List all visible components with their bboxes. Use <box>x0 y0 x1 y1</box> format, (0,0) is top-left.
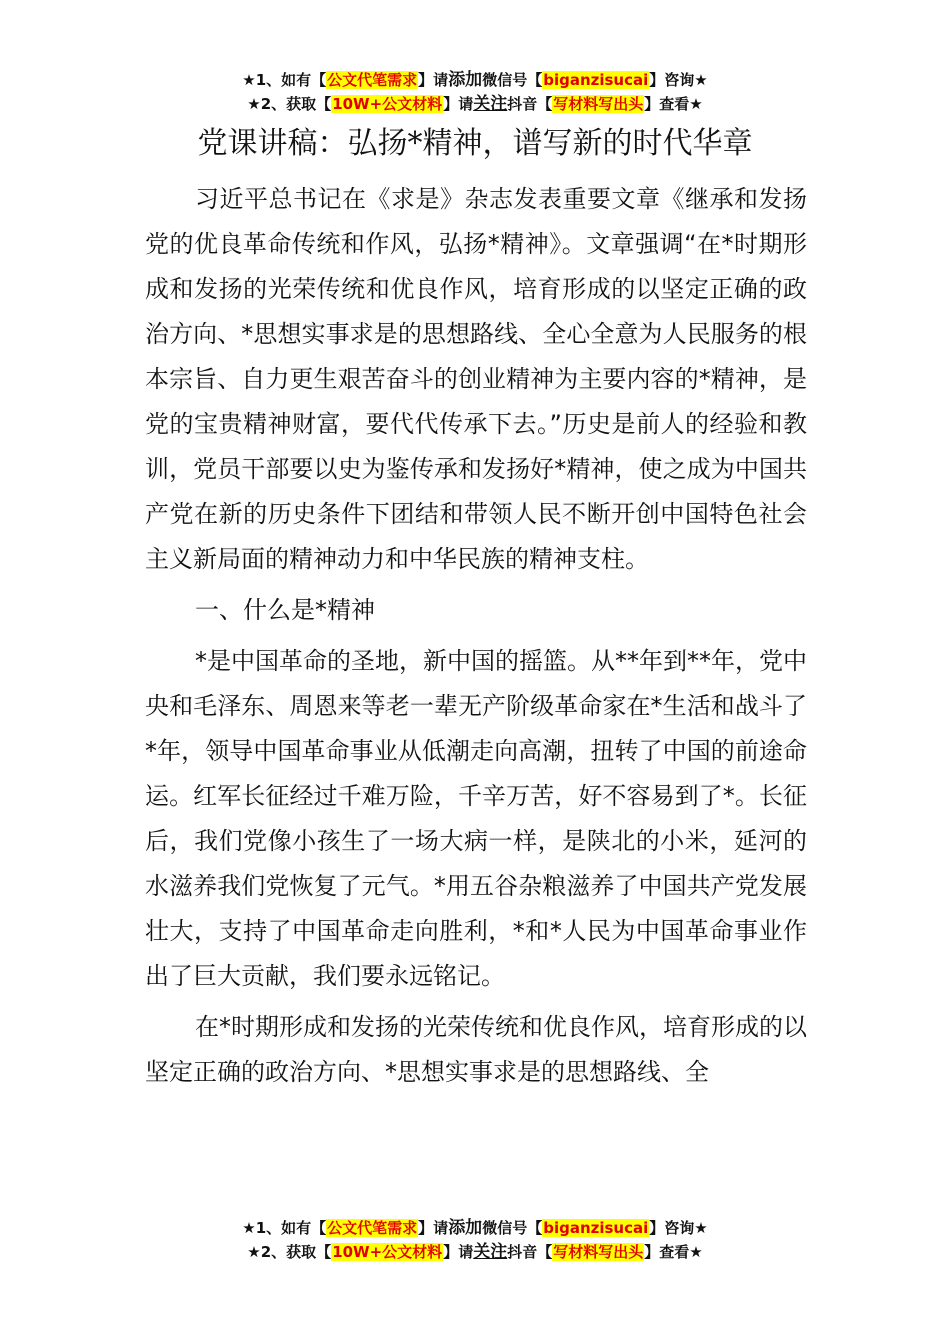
banner-text: 】查看★ <box>644 1243 703 1261</box>
section-heading: 一、什么是*精神 <box>195 596 375 624</box>
banner-text: 】咨询★ <box>649 1219 708 1237</box>
banner-text: 关注 <box>473 94 508 114</box>
banner-text: 】请 <box>443 1243 474 1261</box>
footer-banner <box>0 1216 950 1264</box>
header-banner <box>0 68 950 116</box>
banner-text: 抖音【 <box>507 95 553 113</box>
banner-text: 】咨询★ <box>649 71 708 89</box>
highlight-wechat-id: biganzisucai <box>543 1219 649 1237</box>
banner-text: ★1、如有【 <box>242 71 327 89</box>
banner-line-2 <box>0 92 950 116</box>
banner-text: 微信号【 <box>482 71 543 89</box>
banner-text: ★2、获取【 <box>247 95 332 113</box>
highlight-douyin-account: 写材料写出头 <box>553 95 644 113</box>
banner-text: 添加 <box>448 1218 483 1238</box>
banner-text: 】请 <box>443 95 474 113</box>
banner-text: 添加 <box>448 70 483 90</box>
banner-text: ★1、如有【 <box>242 1219 327 1237</box>
highlight-materials: 10W+公文材料 <box>332 1243 443 1261</box>
banner-line-2 <box>0 1240 950 1264</box>
banner-text: 】请 <box>418 1219 449 1237</box>
banner-text: 】请 <box>418 71 449 89</box>
banner-text: ★2、获取【 <box>247 1243 332 1261</box>
highlight-materials: 10W+公文材料 <box>332 95 443 113</box>
highlight-service: 公文代笔需求 <box>327 71 418 89</box>
banner-text: 抖音【 <box>507 1243 553 1261</box>
highlight-wechat-id: biganzisucai <box>543 71 649 89</box>
banner-text: 关注 <box>473 1242 508 1262</box>
document-body <box>145 177 807 1101</box>
highlight-douyin-account: 写材料写出头 <box>553 1243 644 1261</box>
paragraph: *是中国革命的圣地，新中国的摇篮。从**年到**年，党中央和毛泽东、周恩来等老一辈无产阶级革命家在*生活和战斗了*年，领导中国革命事业从低潮走向高潮，扭转了中国的前途命运。红军长征经过千难万险，千辛万苦，好不容易到了*。长征后，我们党像小孩生了一场大病一样，是陕北的小米，延河的水滋养我们党恢复了元气。*用五谷杂粮滋养了中国共产党发展壮大，支持了中国革命走向胜利，*和*人民为中国革命事业作出了巨大贡献，我们要永远铭记。 <box>145 647 807 990</box>
highlight-service: 公文代笔需求 <box>327 1219 418 1237</box>
paragraph: 习近平总书记在《求是》杂志发表重要文章《继承和发扬党的优良革命传统和作风，弘扬*精神》。文章强调“在*时期形成和发扬的光荣传统和优良作风，培育形成的以坚定正确的政治方向、*思想实事求是的思想路线、全心全意为人民服务的根本宗旨、自力更生艰苦奋斗的创业精神为主要内容的*精神，是党的宝贵精神财富，要代代传承下去。”历史是前人的经验和教训，党员干部要以史为鉴传承和发扬好*精神，使之成为中国共产党在新的历史条件下团结和带领人民不断开创中国特色社会主义新局面的精神动力和中华民族的精神支柱。 <box>145 185 807 573</box>
paragraph: 在*时期形成和发扬的光荣传统和优良作风，培育形成的以坚定正确的政治方向、*思想实事求是的思想路线、全 <box>145 1013 807 1086</box>
document-title: 党课讲稿：弘扬*精神，谱写新的时代华章 <box>197 126 753 161</box>
banner-text: 微信号【 <box>482 1219 543 1237</box>
banner-line-1 <box>0 1216 950 1240</box>
banner-line-1 <box>0 68 950 92</box>
banner-text: 】查看★ <box>644 95 703 113</box>
